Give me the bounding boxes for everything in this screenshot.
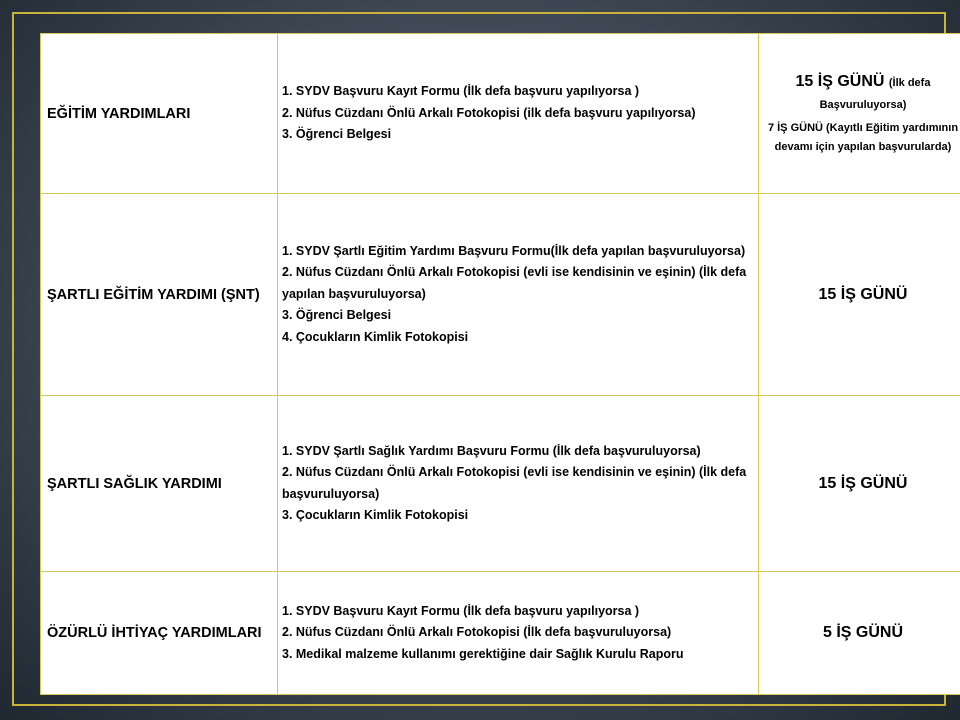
document-item: 4. Çocukların Kimlik Fotokopisi [282,329,469,344]
duration-cell [759,34,960,194]
duration-value: 5 İŞ GÜNÜ [822,624,903,641]
document-item: 1. SYDV Şartlı Sağlık Yardımı Başvuru Formu (İlk defa başvuruluyorsa) [282,443,701,458]
table-row [41,34,960,194]
document-item: 3. Öğrenci Belgesi [282,308,392,323]
table-row [41,396,960,572]
table-row [41,572,960,695]
document-item: 2. Nüfus Cüzdanı Önlü Arkalı Fotokopisi (evli ise kendisinin ve eşinin) (İlk defa yapılan başvuruluyorsa) [282,265,747,301]
duration-cell [759,194,960,396]
requirements-table [40,33,960,695]
duration-cell [759,396,960,572]
duration-extra-note: 7 İŞ GÜNÜ (Kayıtlı Eğitim yardımının devamı için yapılan başvurularda) [767,121,959,153]
duration-value: 15 İŞ GÜNÜ [818,285,908,303]
category-cell: ÖZÜRLÜ İHTİYAÇ YARDIMLARI [41,572,278,695]
document-item: 3. Medikal malzeme kullanımı gerektiğine dair Sağlık Kurulu Raporu [282,646,684,661]
document-item: 2. Nüfus Cüzdanı Önlü Arkalı Fotokopisi (ilk defa başvuru yapılıyorsa) [282,105,696,120]
document-item: 1. SYDV Şartlı Eğitim Yardımı Başvuru Formu(İlk defa yapılan başvuruluyorsa) [282,243,746,258]
table-row [41,194,960,396]
category-cell: ŞARTLI EĞİTİM YARDIMI (ŞNT) [41,194,278,396]
documents-cell [278,34,759,194]
documents-cell [278,396,759,572]
document-item: 3. Çocukların Kimlik Fotokopisi [282,508,469,522]
category-cell: EĞİTİM YARDIMLARI [41,34,278,194]
document-item: 1. SYDV Başvuru Kayıt Formu (İlk defa başvuru yapılıyorsa ) [282,84,640,99]
document-item: 2. Nüfus Cüzdanı Önlü Arkalı Fotokopisi (evli ise kendisinin ve eşinin) (İlk defa başvuruluyorsa) [282,465,747,501]
documents-cell [278,572,759,695]
category-cell: ŞARTLI SAĞLIK YARDIMI [41,396,278,572]
document-item: 2. Nüfus Cüzdanı Önlü Arkalı Fotokopisi (İlk defa başvuruluyorsa) [282,625,672,640]
duration-value: 15 İŞ GÜNÜ [818,474,908,492]
duration-value: 15 İŞ GÜNÜ [795,72,885,90]
documents-cell [278,194,759,396]
document-item: 1. SYDV Başvuru Kayıt Formu (İlk defa başvuru yapılıyorsa ) [282,603,640,618]
document-item: 3. Öğrenci Belgesi [282,127,392,142]
duration-note: (İlk defa Başvuruluyorsa) [819,76,931,111]
duration-cell [759,572,960,695]
